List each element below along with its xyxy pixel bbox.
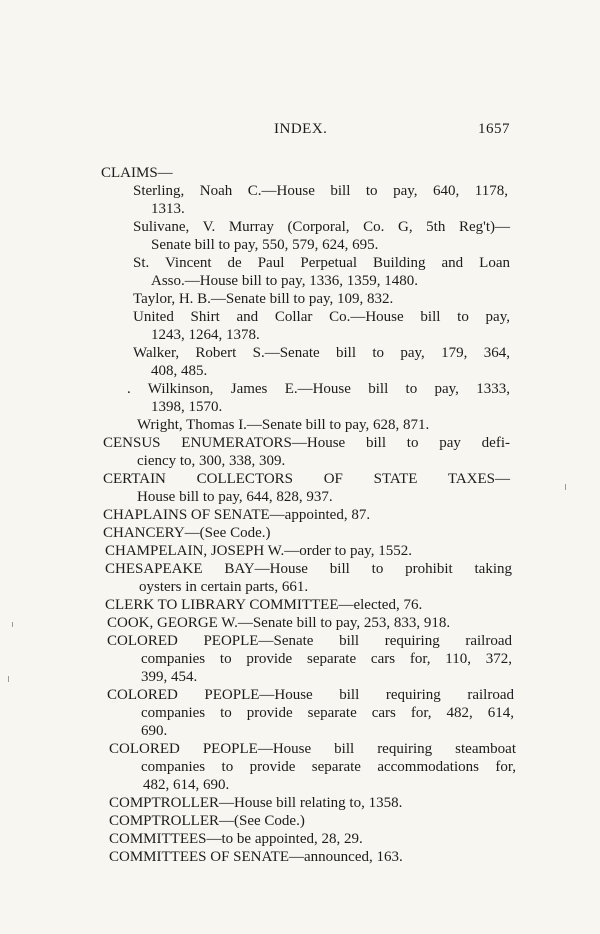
index-heading: COOK, GEORGE W.—Senate bill to pay, 253, 833, 918. — [107, 615, 451, 631]
index-heading: CHANCERY—(See Code.) — [103, 525, 271, 541]
index-entry-continuation: 408, 485. — [151, 363, 208, 379]
index-heading: COLORED PEOPLE—Senate bill requiring railroad — [107, 633, 512, 649]
page-title: INDEX. — [274, 121, 328, 137]
index-entry-continuation: Senate bill to pay, 550, 579, 624, 695. — [151, 237, 379, 253]
page-header — [0, 121, 600, 143]
index-entry: . Wilkinson, James E.—House bill to pay, 1333, — [127, 381, 510, 397]
index-heading: CLERK TO LIBRARY COMMITTEE—elected, 76. — [105, 597, 423, 613]
index-entry: United Shirt and Collar Co.—House bill to pay, — [133, 309, 510, 325]
index-heading: COLORED PEOPLE—House bill requiring railroad — [107, 687, 514, 703]
index-heading: COMPTROLLER—House bill relating to, 1358. — [109, 795, 403, 811]
index-entry-continuation: 482, 614, 690. — [143, 777, 230, 793]
index-heading: CLAIMS— — [101, 165, 173, 181]
index-heading: COMPTROLLER—(See Code.) — [109, 813, 305, 829]
index-entry-continuation: oysters in certain parts, 661. — [139, 579, 309, 595]
index-heading: CHESAPEAKE BAY—House bill to prohibit taking — [105, 561, 512, 577]
page-number: 1657 — [478, 121, 510, 137]
index-heading: CHAPLAINS OF SENATE—appointed, 87. — [103, 507, 371, 523]
index-entry-continuation: ciency to, 300, 338, 309. — [137, 453, 286, 469]
index-entry: Walker, Robert S.—Senate bill to pay, 179, 364, — [133, 345, 510, 361]
index-entry: St. Vincent de Paul Perpetual Building and Loan — [133, 255, 510, 271]
index-heading: COLORED PEOPLE—House bill requiring steamboat — [109, 741, 516, 757]
index-entry-continuation: companies to provide separate accommodations for, — [141, 759, 516, 775]
index-entry-continuation: 399, 454. — [141, 669, 198, 685]
index-heading: COMMITTEES—to be appointed, 28, 29. — [109, 831, 363, 847]
index-entry-continuation: Asso.—House bill to pay, 1336, 1359, 1480. — [151, 273, 418, 289]
scan-mark — [12, 622, 13, 627]
index-entry-continuation: 1313. — [151, 201, 185, 217]
scan-mark — [8, 676, 9, 682]
index-entry: Sterling, Noah C.—House bill to pay, 640, 1178, — [133, 183, 508, 199]
index-heading: CHAMPELAIN, JOSEPH W.—order to pay, 1552. — [105, 543, 412, 559]
index-entry: Wright, Thomas I.—Senate bill to pay, 628, 871. — [137, 417, 430, 433]
index-entry-continuation: 690. — [141, 723, 168, 739]
index-entry: Taylor, H. B.—Senate bill to pay, 109, 832. — [133, 291, 394, 307]
index-entry-continuation: 1398, 1570. — [151, 399, 223, 415]
index-entry: Sulivane, V. Murray (Corporal, Co. G, 5th Reg't)— — [133, 219, 510, 235]
index-heading: CENSUS ENUMERATORS—House bill to pay defi- — [103, 435, 510, 451]
index-entry-continuation: 1243, 1264, 1378. — [151, 327, 260, 343]
index-heading: COMMITTEES OF SENATE—announced, 163. — [109, 849, 403, 865]
index-entry-continuation: companies to provide separate cars for, 110, 372, — [141, 651, 512, 667]
index-entry-continuation: companies to provide separate cars for, 482, 614, — [141, 705, 514, 721]
index-entry-continuation: House bill to pay, 644, 828, 937. — [137, 489, 333, 505]
scan-mark — [565, 484, 566, 490]
index-heading: CERTAIN COLLECTORS OF STATE TAXES— — [103, 471, 510, 487]
